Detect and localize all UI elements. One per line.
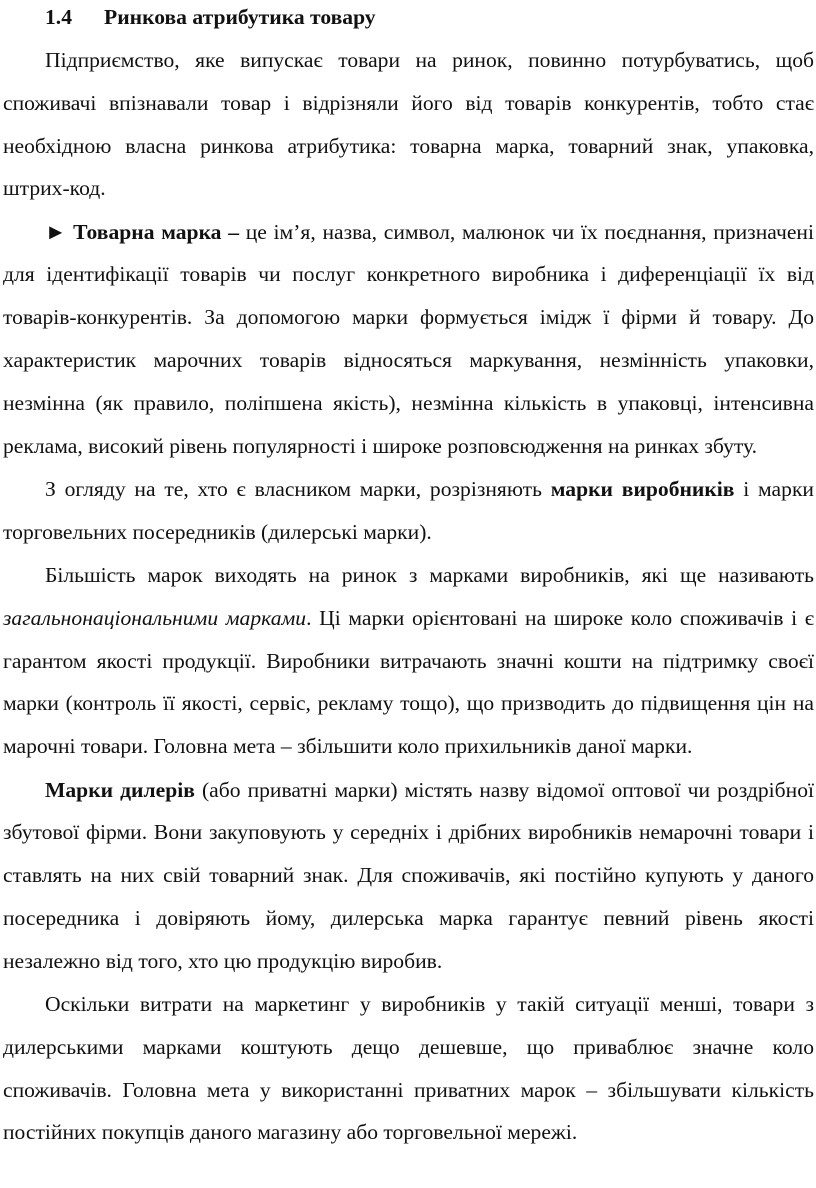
paragraph-national-brands xyxy=(3,554,814,768)
dealer-brands-text: (або приватні марки) містять назву відомої оптової чи роздрібної збутової фірми. Вони закуповують у середніх і дрібних виробників немарочні товари і ставлять на них свій товарний знак. Для споживачів, які постійно купують у даного посередника і довіряють йому, дилерська марка гарантує певний рівень якості незалежно від того, хто цю продукцію виробив. xyxy=(3,777,814,973)
section-title: Ринкова атрибутика товару xyxy=(104,5,376,29)
term-national-brands: загальнонаціональними марками xyxy=(3,605,307,630)
arrow-bullet-icon: ► xyxy=(45,219,67,244)
brand-owners-text-start: З огляду на те, хто є власником марки, розрізняють xyxy=(45,476,551,501)
paragraph-trademark-definition xyxy=(3,211,814,468)
section-heading xyxy=(3,0,814,35)
term-dealer-brands: Марки дилерів xyxy=(45,777,195,802)
paragraph-private-brands-cost: Оскільки витрати на маркетинг у виробників у такій ситуації менші, товари з дилерськими марками коштують дещо дешевше, що приваблює значне коло споживачів. Головна мета у використанні приватних марок – збільшувати кількість постійних покупців даного магазину або торговельної мережі. xyxy=(3,992,814,1145)
trademark-definition-text: це ім’я, назва, символ, малюнок чи їх поєднання, призначені для ідентифікації товарів чи послуг конкретного виробника і диференціації їх від товарів-конкурентів. За допомогою марки формується імідж ї фірми й товару. До характеристик марочних товарів відносяться маркування, незмінність упаковки, незмінна (як правило, поліпшена якість), незмінна кількість в упаковці, інтенсивна реклама, високий рівень популярності і широке розповсюдження на ринках збуту. xyxy=(3,219,814,458)
paragraph-dealer-brands xyxy=(3,769,814,983)
paragraph-brand-owners xyxy=(3,468,814,554)
brand-owners-text-end: і марки торговельних посередників (дилерські марки). xyxy=(3,476,814,544)
term-trademark: Товарна марка – xyxy=(73,219,239,244)
national-brands-text-start: Більшість марок виходять на ринок з марками виробників, які ще називають xyxy=(45,563,814,588)
section-number: 1.4 xyxy=(45,5,72,29)
national-brands-text-end: . Ці марки орієнтовані на широке коло споживачів і є гарантом якості продукції. Виробники витрачають значні кошти на підтримку своєї марки (контроль її якості, сервіс, рекламу тощо), що призводить до підвищення цін на марочні товари. Головна мета – збільшити коло прихильників даної марки. xyxy=(3,605,814,759)
paragraph-intro: Підприємство, яке випускає товари на ринок, повинно потурбуватись, щоб споживачі впізнавали товар і відрізняли його від товарів конкурентів, тобто стає необхідною власна ринкова атрибутика: товарна марка, товарний знак, упаковка, штрих-код. xyxy=(3,48,814,201)
term-manufacturer-brands: марки виробників xyxy=(550,476,735,501)
